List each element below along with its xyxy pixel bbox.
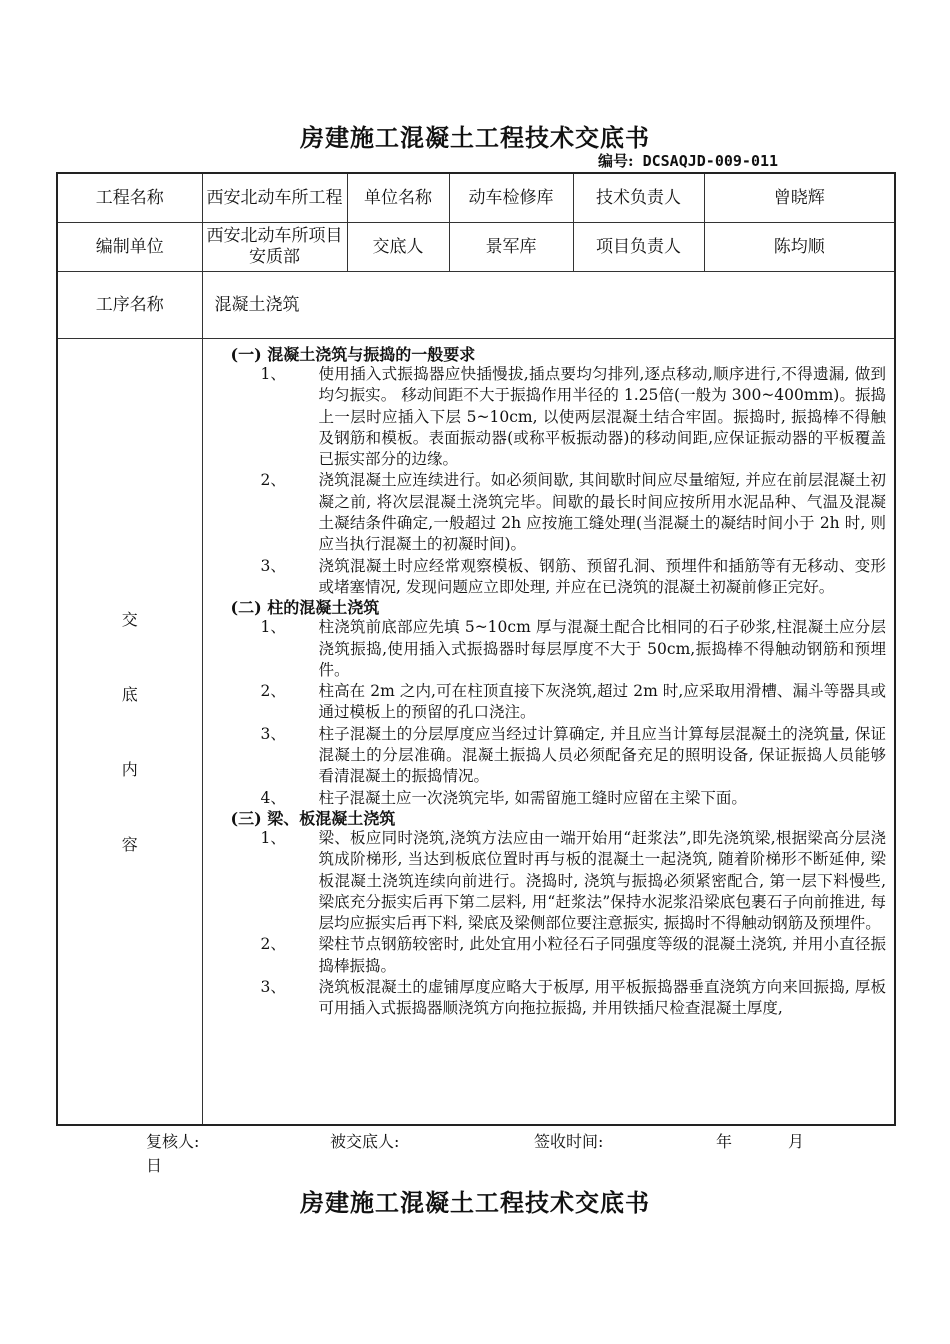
project-lead-label: 项目负责人 bbox=[573, 223, 704, 272]
content-label-cell bbox=[57, 339, 202, 1126]
list-item bbox=[231, 934, 887, 977]
sign-time-label: 签收时间: bbox=[534, 1132, 604, 1151]
item-text: 柱子混凝土应一次浇筑完毕, 如需留施工缝时应留在主梁下面。 bbox=[318, 788, 747, 807]
day-label: 日 bbox=[146, 1156, 163, 1175]
process-label: 工序名称 bbox=[57, 272, 202, 339]
item-number: 1、 bbox=[260, 365, 286, 383]
content-label-char: 底 bbox=[121, 684, 138, 704]
content-label-char: 内 bbox=[121, 759, 138, 779]
recipient-label: 被交底人: bbox=[330, 1132, 400, 1151]
item-number: 3、 bbox=[260, 556, 286, 575]
month-label: 月 bbox=[788, 1132, 805, 1151]
item-number: 3、 bbox=[260, 978, 286, 997]
content-label-char: 容 bbox=[121, 834, 138, 854]
year-label: 年 bbox=[716, 1132, 733, 1151]
item-text: 柱浇筑前底部应先填 5~10cm 厚与混凝土配合比相同的石子砂浆,柱混凝土应分层浇筑振捣,使用插入式振捣器时每层厚度不大于 50cm,振捣棒不得触动钢筋和预埋件。 bbox=[318, 618, 886, 679]
briefer-value: 景军库 bbox=[449, 223, 573, 272]
item-number: 2、 bbox=[260, 682, 286, 701]
header-row-2 bbox=[57, 223, 895, 272]
tech-lead-label: 技术负责人 bbox=[573, 173, 704, 223]
project-lead-value: 陈均顺 bbox=[704, 223, 895, 272]
item-number: 1、 bbox=[260, 618, 286, 637]
item-text: 柱子混凝土的分层厚度应当经过计算确定, 并且应当计算每层混凝土的浇筑量, 保证混凝土的分层准确。混凝土振捣人员必须配备充足的照明设备, 保证振捣人员能够看清混凝土的振捣情况。 bbox=[318, 724, 886, 786]
compile-unit-value: 西安北动车所项目安质部 bbox=[202, 223, 347, 272]
project-name-value: 西安北动车所工程 bbox=[202, 173, 347, 223]
list-item bbox=[231, 828, 887, 934]
item-text: 浇筑混凝土应连续进行。如必须间歇, 其间歇时间应尽量缩短, 并应在前层混凝土初凝之前, 将次层混凝土浇筑完毕。间歇的最长时间应按所用水泥品种、气温及混凝土凝结条件确定,一般超过 2h 应按施工缝处理(当混凝土的凝结时间小于 2h 时, 则应当执行混凝土的初凝时间)。 bbox=[318, 471, 886, 554]
section-heading: (三) 梁、板混凝土浇筑 bbox=[230, 808, 396, 828]
document-number-value: DCSAQJD-009-011 bbox=[642, 152, 779, 170]
signature-footer bbox=[146, 1130, 846, 1178]
item-number: 4、 bbox=[260, 788, 286, 807]
section-heading: (一) 混凝土浇筑与振捣的一般要求 bbox=[230, 345, 476, 364]
list-item bbox=[231, 556, 887, 599]
item-number: 2、 bbox=[260, 471, 286, 490]
content-body bbox=[202, 339, 895, 1126]
item-text: 梁、板应同时浇筑,浇筑方法应由一端开始用“赶浆法”,即先浇筑梁,根据梁高分层浇筑成阶梯形, 当达到板底位置时再与板的混凝土一起浇筑, 随着阶梯形不断延伸, 梁板混凝土浇筑连续向前进行。浇捣时, 浇筑与振捣必须紧密配合, 第一层下料慢些, 梁底充分振实后再下第二层料, 用“赶浆法”保持水泥浆沿梁底包裹石子向前推进, 每层均应振实后再下料, 梁底及梁侧部位要注意振实, 振捣时不得触动钢筋及预埋件。 bbox=[318, 828, 886, 933]
item-number: 2、 bbox=[260, 935, 286, 954]
list-item bbox=[231, 977, 887, 1020]
document-number-label: 编号: bbox=[598, 152, 634, 170]
list-item bbox=[231, 364, 887, 470]
briefer-label: 交底人 bbox=[347, 223, 449, 272]
content-label-char: 交 bbox=[121, 609, 138, 629]
item-text: 浇筑板混凝土的虚铺厚度应略大于板厚, 用平板振捣器垂直浇筑方向来回振捣, 厚板可用插入式振捣器顺浇筑方向拖拉振捣, 并用铁插尺检查混凝土厚度, bbox=[318, 978, 886, 1018]
tech-lead-value: 曾晓辉 bbox=[704, 173, 895, 223]
document-number bbox=[598, 150, 778, 171]
list-item bbox=[231, 681, 887, 724]
project-name-label: 工程名称 bbox=[57, 173, 202, 223]
list-item bbox=[231, 724, 887, 788]
item-text: 梁柱节点钢筋较密时, 此处宜用小粒径石子同强度等级的混凝土浇筑, 并用小直径振捣棒振捣。 bbox=[318, 935, 886, 975]
unit-name-value: 动车检修库 bbox=[449, 173, 573, 223]
document-title: 房建施工混凝土工程技术交底书 bbox=[300, 123, 650, 152]
item-text: 柱高在 2m 之内,可在柱顶直接下灰浇筑,超过 2m 时,应采取用滑槽、漏斗等器具或通过模板上的预留的孔口浇注。 bbox=[318, 682, 886, 722]
briefing-table bbox=[56, 172, 896, 1126]
section-heading: (二) 柱的混凝土浇筑 bbox=[230, 598, 380, 618]
process-value: 混凝土浇筑 bbox=[202, 272, 895, 339]
reviewer-label: 复核人: bbox=[146, 1132, 200, 1151]
compile-unit-label: 编制单位 bbox=[57, 223, 202, 272]
item-text: 使用插入式振捣器应快插慢拔,插点要均匀排列,逐点移动,顺序进行,不得遗漏, 做到均匀振实。 移动间距不大于振捣作用半径的 1.25倍(一般为 300~400mm)。振捣上一层时应插入下层 5~10cm, 以使两层混凝土结合牢固。振捣时, 振捣棒不得触及钢筋和模板。表面振动器(或称平板振动器)的移动间距,应保证振动器的平板覆盖已振实部分的边缘。 bbox=[318, 365, 886, 469]
item-number: 1、 bbox=[260, 828, 286, 847]
content-row bbox=[57, 339, 895, 1126]
item-text: 浇筑混凝土时应经常观察模板、钢筋、预留孔洞、预埋件和插筋等有无移动、变形或堵塞情况, 发现问题应立即处理, 并应在已浇筑的混凝土初凝前修正完好。 bbox=[318, 556, 886, 596]
list-item bbox=[231, 617, 887, 681]
next-page-title: 房建施工混凝土工程技术交底书 bbox=[300, 1188, 650, 1217]
item-number: 3、 bbox=[260, 724, 286, 743]
list-item bbox=[231, 788, 887, 809]
list-item bbox=[231, 470, 887, 555]
unit-name-label: 单位名称 bbox=[347, 173, 449, 223]
process-row bbox=[57, 272, 895, 339]
header-row-1 bbox=[57, 173, 895, 223]
